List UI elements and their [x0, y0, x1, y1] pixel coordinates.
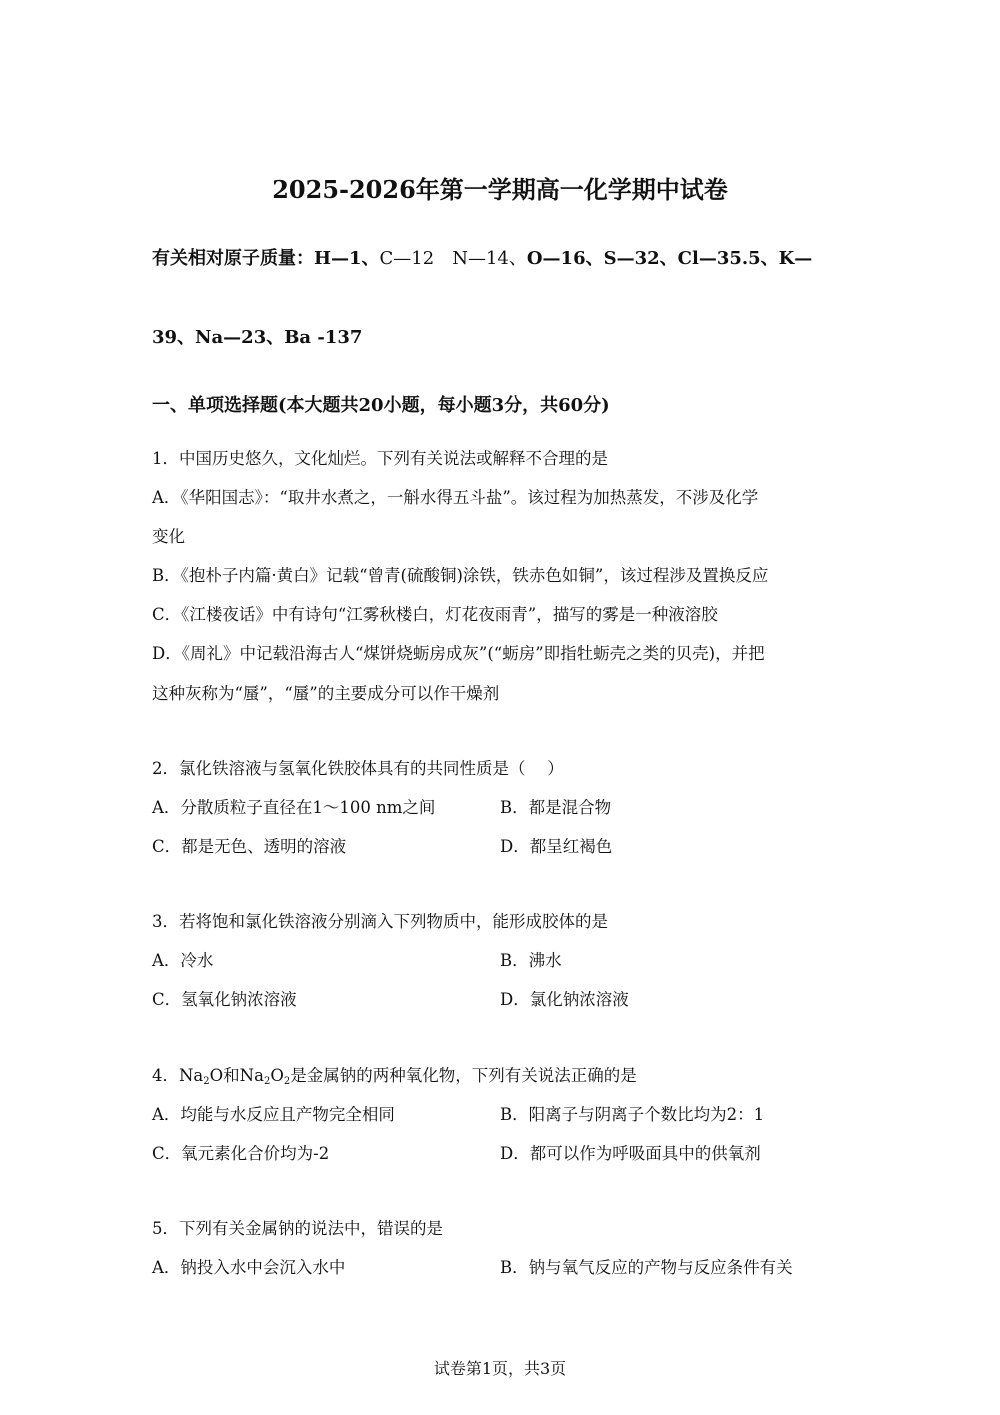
q3-option-c: C．氢氧化钠浓溶液 [152, 990, 297, 1009]
atomic-mass-h: H—1、 [314, 248, 380, 269]
atomic-mass-c-n: C—12 N—14、 [379, 248, 527, 269]
q2-option-c: C．都是无色、透明的溶液 [152, 837, 347, 856]
q5-stem: 5．下列有关金属钠的说法中，错误的是 [152, 1219, 443, 1238]
q4-stem [152, 1062, 637, 1086]
atomic-mass-line-2: 39、Na—23、Ba -137 [152, 327, 363, 348]
page-footer: 试卷第1页，共3页 [433, 1359, 567, 1378]
q1-option-a-cont: 变化 [152, 527, 185, 546]
q1-option-d-cont: 这种灰称为“蜃”，“蜃”的主要成分可以作干燥剂 [152, 684, 500, 703]
q4-stem-mid-2: O [270, 1066, 284, 1085]
q3-option-b: B．沸水 [500, 951, 562, 970]
q1-stem: 1．中国历史悠久，文化灿烂。下列有关说法或解释不合理的是 [152, 449, 608, 468]
q2-option-d: D．都呈红褐色 [500, 837, 613, 856]
atomic-mass-rest: O—16、S—32、Cl—35.5、K— [526, 248, 813, 269]
q4-sub-1: 2 [203, 1076, 210, 1087]
q3-option-a: A．冷水 [152, 951, 214, 970]
q1-option-c: C．《江楼夜话》中有诗句“江雾秋楼白，灯花夜雨青”，描写的雾是一种液溶胶 [152, 605, 718, 624]
q3-option-d: D．氯化钠浓溶液 [500, 990, 629, 1009]
q4-sub-3: 2 [283, 1076, 291, 1087]
q1-option-b: B．《抱朴子内篇·黄白》记载“曾青(硫酸铜)涂铁，铁赤色如铜”，该过程涉及置换反应 [152, 566, 769, 585]
section-heading: 一、单项选择题(本大题共20小题，每小题3分，共60分) [152, 395, 610, 416]
q4-stem-prefix: 4．Na [152, 1066, 204, 1085]
q4-stem-suffix: 是金属钠的两种氧化物，下列有关说法正确的是 [290, 1066, 637, 1085]
q1-option-a: A．《华阳国志》：“取井水煮之，一斛水得五斗盐”。该过程为加热蒸发，不涉及化学 [152, 488, 759, 507]
q5-option-b: B．钠与氧气反应的产物与反应条件有关 [500, 1258, 793, 1277]
q4-sub-2: 2 [263, 1076, 271, 1087]
atomic-mass-label: 有关相对原子质量： [152, 248, 314, 269]
q2-option-b: B．都是混合物 [500, 798, 612, 817]
q4-option-d: D．都可以作为呼吸面具中的供氧剂 [500, 1144, 761, 1163]
q3-stem: 3．若将饱和氯化铁溶液分别滴入下列物质中，能形成胶体的是 [152, 912, 608, 931]
q1-option-d: D．《周礼》中记载沿海古人“煤饼烧蛎房成灰”(“蛎房”即指牡蛎壳之类的贝壳)，并把 [152, 644, 765, 663]
q4-option-b: B．阳离子与阴离子个数比均为2：1 [500, 1105, 765, 1124]
q4-option-c: C．氧元素化合价均为-2 [152, 1144, 330, 1163]
q4-stem-mid-1: O和Na [209, 1066, 264, 1085]
q5-option-a: A．钠投入水中会沉入水中 [152, 1258, 346, 1277]
atomic-mass-line-1 [152, 244, 812, 270]
q2-stem: 2．氯化铁溶液与氢氧化铁胶体具有的共同性质是（ ） [152, 759, 564, 778]
exam-title: 2025-2026年第一学期高一化学期中试卷 [272, 175, 728, 204]
q4-option-a: A．均能与水反应且产物完全相同 [152, 1105, 395, 1124]
q2-option-a: A．分散质粒子直径在1～100 nm之间 [152, 798, 436, 817]
